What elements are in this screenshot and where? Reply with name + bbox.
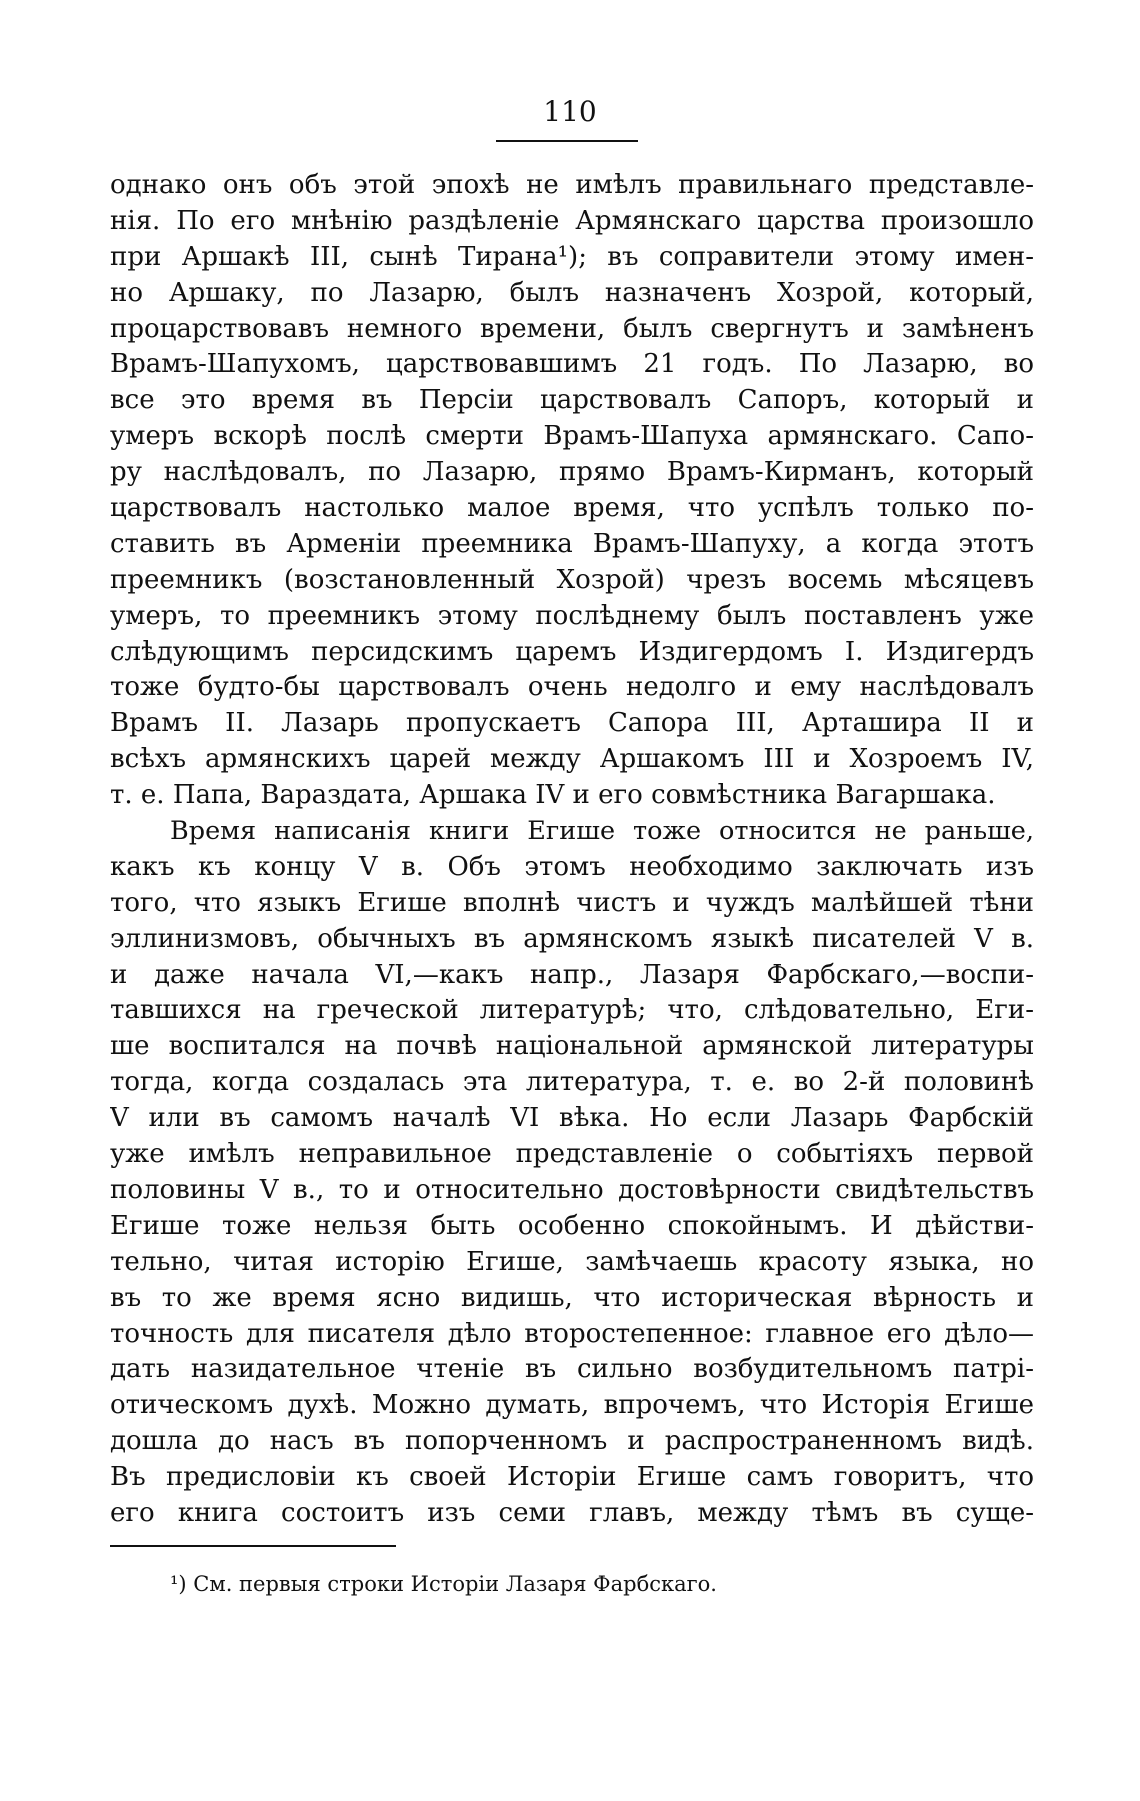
text-line: преемникъ (возстановленный Хозрой) чрезъ восемь мѣсяцевъ — [110, 564, 1034, 595]
text-line: всѣхъ армянскихъ царей между Аршакомъ III и Хозроемъ IV, — [110, 744, 1034, 775]
text-line: того, что языкъ Егише вполнѣ чистъ и чуждъ малѣйшей тѣни — [110, 887, 1034, 918]
footnote: ¹) См. первыя строки Исторіи Лазаря Фарбскаго. — [170, 1572, 717, 1596]
text-line: умеръ вскорѣ послѣ смерти Врамъ-Шапуха армянскаго. Сапо- — [110, 421, 1034, 452]
text-line: V или въ самомъ началѣ VI вѣка. Но если Лазарь Фарбскій — [110, 1103, 1034, 1134]
text-line: процарствовавъ немного времени, былъ свергнутъ и замѣненъ — [110, 313, 1034, 344]
text-line: ше воспитался на почвѣ національной армянской литературы — [110, 1031, 1034, 1062]
text-line: ставить въ Арменіи преемника Врамъ-Шапуху, а когда этотъ — [110, 528, 1034, 559]
text-line: ру наслѣдовалъ, по Лазарю, прямо Врамъ-Кирманъ, который — [110, 457, 1034, 488]
text-line: точность для писателя дѣло второстепенное: главное его дѣло— — [110, 1318, 1034, 1349]
text-line: нія. По его мнѣнію раздѣленіе Армянскаго царства произошло — [110, 205, 1034, 236]
text-line: Время написанія книги Егише тоже относится не раньше, — [170, 816, 1034, 847]
text-line: но Аршаку, по Лазарю, былъ назначенъ Хозрой, который, — [110, 277, 1034, 308]
text-line: дошла до насъ въ попорченномъ и распространенномъ видѣ. — [110, 1426, 1034, 1457]
text-line: тоже будто-бы царствовалъ очень недолго и ему наслѣдовалъ — [110, 672, 1034, 703]
text-line: слѣдующимъ персидскимъ царемъ Издигердомъ I. Издигердъ — [110, 636, 1034, 667]
body-text — [110, 168, 1034, 1532]
text-line: эллинизмовъ, обычныхъ въ армянскомъ языкѣ писателей V в. — [110, 923, 1034, 954]
text-line: дать назидательное чтеніе въ сильно возбудительномъ патрі- — [110, 1354, 1034, 1385]
text-line: отическомъ духѣ. Можно думать, впрочемъ, что Исторія Егише — [110, 1390, 1034, 1421]
text-line: все это время въ Персіи царствовалъ Сапоръ, который и — [110, 385, 1034, 416]
text-line: однако онъ объ этой эпохѣ не имѣлъ правильнаго представле- — [110, 170, 1034, 200]
text-line: какъ къ концу V в. Объ этомъ необходимо заключать изъ — [110, 851, 1034, 882]
footnote-rule — [110, 1545, 396, 1547]
text-line: т. е. Папа, Вараздата, Аршака IV и его совмѣстника Вагаршака. — [110, 780, 996, 811]
page-number-rule — [496, 140, 638, 142]
text-line: тельно, читая исторію Егише, замѣчаешь красоту языка, но — [110, 1246, 1034, 1277]
text-line: при Аршакѣ III, сынѣ Тирана¹); въ соправители этому имен- — [110, 241, 1034, 272]
text-line: въ то же время ясно видишь, что историческая вѣрность и — [110, 1282, 1034, 1313]
text-line: Въ предисловіи къ своей Исторіи Егише самъ говоритъ, что — [110, 1462, 1034, 1493]
text-line: и даже начала VI,—какъ напр., Лазаря Фарбскаго,—воспи- — [110, 959, 1034, 990]
text-line: умеръ, то преемникъ этому послѣднему былъ поставленъ уже — [110, 600, 1034, 631]
text-line: половины V в., то и относительно достовѣрности свидѣтельствъ — [110, 1174, 1034, 1205]
text-line: Врамъ II. Лазарь пропускаетъ Сапора III, Арташира II и — [110, 708, 1034, 739]
text-line: уже имѣлъ неправильное представленіе о событіяхъ первой — [110, 1139, 1034, 1170]
text-line: Егише тоже нельзя быть особенно спокойнымъ. И дѣйстви- — [110, 1210, 1034, 1241]
text-line: царствовалъ настолько малое время, что успѣлъ только по- — [110, 493, 1034, 524]
text-line: его книга состоитъ изъ семи главъ, между тѣмъ въ суще- — [110, 1497, 1034, 1528]
text-line: Врамъ-Шапухомъ, царствовавшимъ 21 годъ. По Лазарю, во — [110, 349, 1034, 380]
page-number: 110 — [543, 95, 597, 128]
text-line: тавшихся на греческой литературѣ; что, слѣдовательно, Еги- — [110, 995, 1034, 1026]
text-line: тогда, когда создалась эта литература, т. е. во 2-й половинѣ — [110, 1067, 1034, 1098]
